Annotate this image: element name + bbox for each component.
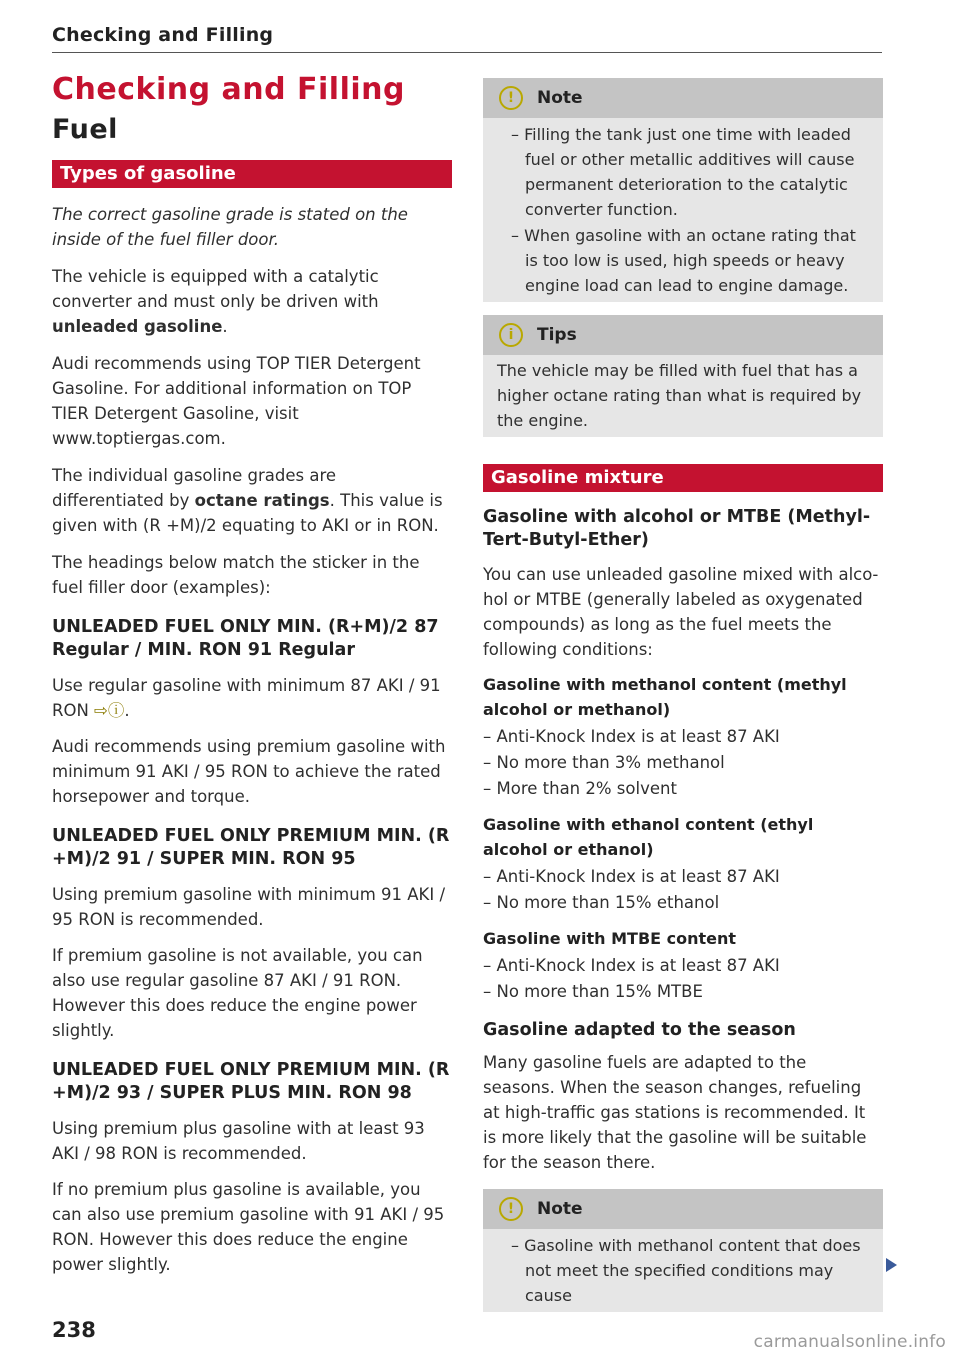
- heading-premium-plus: UNLEADED FUEL ONLY PREMIUM MIN. (R +M)/2 93 / SUPER PLUS MIN. RON 98: [52, 1060, 450, 1103]
- page-number: 238: [52, 1318, 96, 1342]
- tips-title: Tips: [537, 325, 577, 345]
- heading-methanol: Gasoline with methanol content (methyl alcohol or methanol): [483, 675, 847, 719]
- paragraph-premium-plus: Using premium plus gasoline with at least 93 AKI / 98 RON is recommended.: [52, 1119, 425, 1163]
- tips-box: [483, 315, 883, 437]
- intro-italic: The correct gasoline grade is stated on the inside of the fuel filler door.: [52, 205, 408, 249]
- header-rule: [52, 52, 882, 53]
- paragraph-catalytic: The vehicle is equipped with a catalytic converter and must only be driven with unleaded gasoline.: [52, 267, 379, 336]
- list-item: – No more than 15% MTBE: [483, 982, 703, 1001]
- note-title: Note: [537, 88, 583, 108]
- list-item: – Anti-Knock Index is at least 87 AKI: [483, 956, 780, 975]
- note-item: – When gasoline with an octane rating that is too low is used, high speeds or heavy engine load can lead to engine damage.: [511, 226, 856, 295]
- paragraph-premium-recommend: Audi recommends using premium gasoline with minimum 91 AKI / 95 RON to achieve the rated horsepower and torque.: [52, 737, 446, 806]
- list-item: – Anti-Knock Index is at least 87 AKI: [483, 867, 780, 886]
- heading-season: Gasoline adapted to the season: [483, 1020, 796, 1040]
- note-item: – Gasoline with methanol content that does not meet the specified conditions may cause: [511, 1236, 861, 1305]
- chapter-title: Checking and Filling: [52, 72, 405, 107]
- paragraph-premium-plus-fallback: If no premium plus gasoline is available, you can also use premium gasoline with 91 AKI / 95 RON. However this does reduce the engine power slightly.: [52, 1180, 445, 1274]
- gasoline-mixture-bar: Gasoline mixture: [483, 464, 883, 492]
- paragraph-premium: Using premium gasoline with minimum 91 AKI / 95 RON is recommended.: [52, 885, 446, 929]
- warning-ref-link[interactable]: ⇨ⓘ: [94, 701, 125, 720]
- heading-mtbe: Gasoline with MTBE content: [483, 929, 737, 948]
- exclamation-icon: !: [499, 86, 523, 110]
- paragraph-season: Many gasoline fuels are adapted to the seasons. When the season changes, refueling at high-traffic gas stations is recommended. It is more likely that the gasoline will be suitable for the season there.: [483, 1053, 867, 1172]
- left-flow: [52, 160, 452, 1277]
- heading-premium: UNLEADED FUEL ONLY PREMIUM MIN. (R +M)/2 91 / SUPER MIN. RON 95: [52, 826, 450, 869]
- heading-regular: UNLEADED FUEL ONLY MIN. (R+M)/2 87 Regular / MIN. RON 91 Regular: [52, 617, 439, 660]
- paragraph-octane: The individual gasoline grades are differentiated by octane ratings. This value is given with (R +M)/2 equating to AKI or in RON.: [52, 466, 443, 535]
- section-title: Fuel: [52, 114, 118, 145]
- continue-arrow-icon[interactable]: [886, 1258, 897, 1272]
- watermark: carmanualsonline.info: [753, 1332, 946, 1352]
- paragraph-headings: The headings below match the sticker in the fuel filler door (examples):: [52, 553, 420, 597]
- right-flow: [483, 78, 883, 1312]
- info-icon: i: [499, 323, 523, 347]
- heading-alcohol-mtbe: Gasoline with alcohol or MTBE (Methyl-Tert-Butyl-Ether): [483, 507, 871, 550]
- paragraph-alcohol: You can use unleaded gasoline mixed with alcohol or MTBE (generally labeled as oxygenated compounds) as long as the fuel meets the following conditions:: [483, 565, 879, 659]
- list-item: – No more than 3% methanol: [483, 753, 725, 772]
- note-body: [483, 1229, 883, 1312]
- running-header: Checking and Filling: [52, 24, 274, 46]
- note-item: – Filling the tank just one time with leaded fuel or other metallic additives will cause permanent deterioration to the catalytic converter function.: [511, 125, 855, 219]
- paragraph-premium-fallback: If premium gasoline is not available, you can also use regular gasoline 87 AKI / 91 RON. However this does reduce the engine power slightly.: [52, 946, 423, 1040]
- note-body: [483, 118, 883, 302]
- note-header: [483, 78, 883, 118]
- list-item: – Anti-Knock Index is at least 87 AKI: [483, 727, 780, 746]
- list-item: – No more than 15% ethanol: [483, 893, 720, 912]
- tips-header: [483, 315, 883, 355]
- tips-text: The vehicle may be filled with fuel that has a higher octane rating than what is required by the engine.: [497, 361, 862, 430]
- note-box: [483, 1189, 883, 1312]
- note-title: Note: [537, 1199, 583, 1219]
- tips-body: [483, 355, 883, 437]
- paragraph-toptier: Audi recommends using TOP TIER Detergent Gasoline. For additional information on TOP TIER Detergent Gasoline, visit www.toptiergas.com.: [52, 354, 421, 448]
- list-item: – More than 2% solvent: [483, 779, 677, 798]
- note-header: [483, 1189, 883, 1229]
- types-of-gasoline-bar: Types of gasoline: [52, 160, 452, 188]
- note-box: [483, 78, 883, 302]
- exclamation-icon: !: [499, 1197, 523, 1221]
- heading-ethanol: Gasoline with ethanol content (ethyl alcohol or ethanol): [483, 815, 814, 859]
- paragraph-regular: Use regular gasoline with minimum 87 AKI / 91 RON ⇨ⓘ.: [52, 676, 441, 720]
